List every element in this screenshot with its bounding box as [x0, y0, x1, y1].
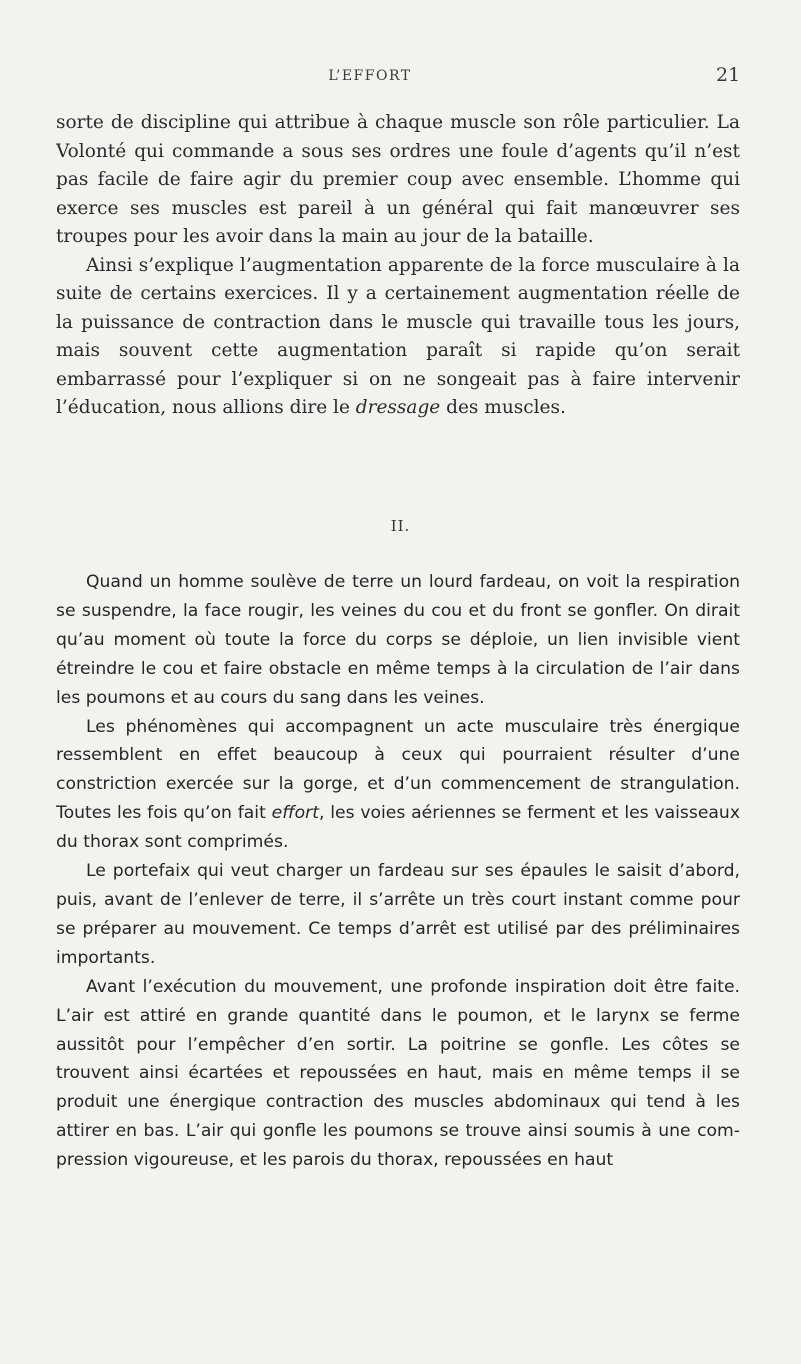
- paragraph-lourd-fardeau: Quand un homme soulève de terre un lourd fardeau, on voit la respiration se suspendre, la face rougir, les veines du cou et du front se gonfler. On dirait qu’au moment où toute la force du corps se déploie, un lien invisible vient étreindre le cou et faire obstacle en même temps à la circulation de l’air dans les poumons et au cours du sang dans les veines.: [56, 572, 740, 708]
- paragraph-continued: sorte de discipline qui attribue à chaque muscle son rôle particulier. La Volonté qui commande a sous ses ordres une foule d’agents qu’il n’est pas facile de faire agir du premier coup avec ensemble. L’homme qui exerce ses muscles est pareil à un général qui fait manœuvrer ses troupes pour les avoir dans la main au jour de la bataille.: [56, 112, 740, 247]
- paragraph-text: , les voies aériennes se ferment et les vaisseaux du thorax sont comprimés.: [56, 803, 740, 853]
- paragraph-text: Les phénomènes qui accompagnent un acte musculaire très énergique ressemblent en effet beaucoup à ceux qui pourraient résulter d’une constriction exercée sur la gorge, et d’un commencement de strangulation. Toutes les fois qu’on fait: [56, 716, 740, 824]
- running-title: L’EFFORT: [328, 68, 412, 84]
- paragraph-text: Ainsi s’explique l’augmentation apparente de la force musculaire à la suite de certains exercices. Il y a certainement augmentation réelle de la puissance de contraction dans le muscle qui travaille tous les jours, mais souvent cette augmentation paraît si rapide qu’on serait embarrassé pour l’expliquer si on ne songeait pas à faire intervenir l’éducation, nous allions dire le: [56, 254, 740, 418]
- text-block-section-two: [56, 568, 740, 1175]
- italic-term-effort: effort: [271, 803, 319, 824]
- paragraph-portefaix: Le portefaix qui veut charger un fardeau sur ses épaules le saisit d’abord, puis, avant de l’enlever de terre, il s’arrête un très court instant comme pour se préparer au mouvement. Ce temps d’arrêt est utilisé par des préliminaires importants.: [56, 861, 740, 968]
- section-heading: II.: [390, 517, 411, 535]
- paragraph-augmentation: [56, 252, 740, 423]
- paragraph-phenomenes: [56, 713, 740, 858]
- italic-term-dressage: dressage: [355, 397, 441, 418]
- text-block-continued: [56, 109, 740, 423]
- page-number: 21: [716, 64, 741, 86]
- paragraph-inspiration: Avant l’exécution du mouvement, une profonde inspiration doit être faite. L’air est attiré en grande quantité dans le poumon, et le larynx se ferme aussitôt pour l’empêcher d’en sortir. La poitrine se gonfle. Les côtes se trouvent ainsi écartées et repoussées en haut, mais en même temps il se produit une énergique contraction des muscles abdominaux qui tend à les attirer en bas. L’air qui gonfle les poumons se trouve ainsi soumis à une compression vigoureuse, et les parois du thorax, repoussées en haut: [56, 976, 740, 1171]
- paragraph-text: des muscles.: [440, 397, 566, 418]
- running-head: [0, 64, 801, 92]
